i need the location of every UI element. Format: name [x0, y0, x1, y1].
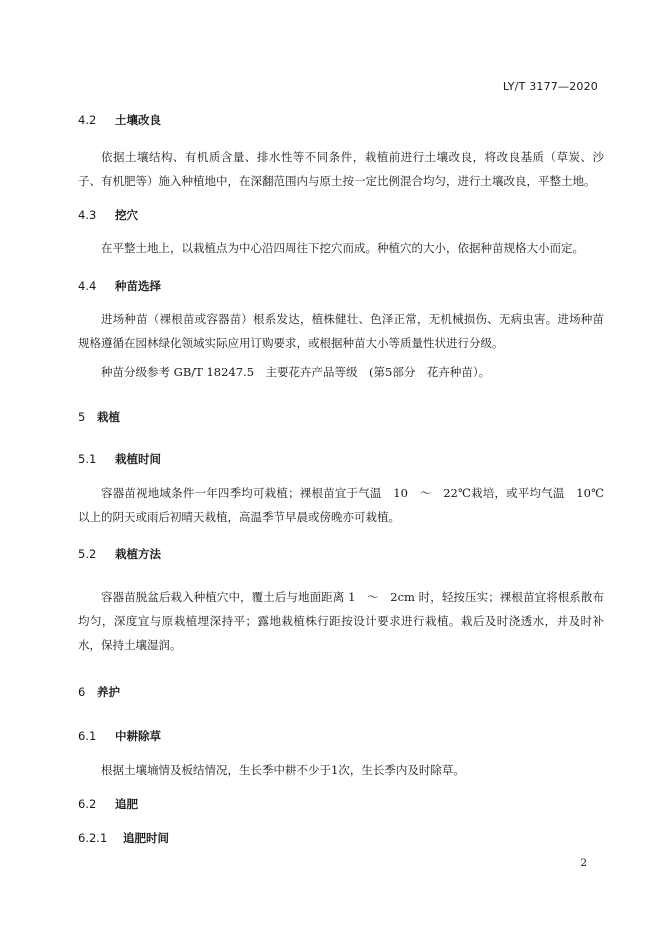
section-heading-4-2: [78, 112, 161, 128]
section-number: 4.3: [78, 208, 97, 222]
paragraph-seedling-grading: 种苗分级参考 GB/T 18247.5 主要花卉产品等级 (第5部分 花卉种苗）。: [101, 365, 491, 379]
section-number: 5.2: [78, 547, 97, 561]
section-title: 栽植: [97, 410, 120, 424]
section-number: 5.1: [78, 452, 97, 466]
section-title: 养护: [97, 685, 120, 699]
section-number: 4.2: [78, 113, 97, 127]
section-number: 6: [78, 685, 86, 699]
section-heading-6: [78, 684, 120, 700]
section-title: 栽植时间: [115, 452, 161, 466]
section-title: 挖穴: [115, 208, 138, 222]
section-number: 6.2: [78, 797, 97, 811]
paragraph-weeding: 根据土壤墒情及板结情况，生长季中耕不少于1次，生长季内及时除草。: [101, 763, 465, 777]
paragraph-digging-holes: 在平整土地上，以栽植点为中心沿四周往下挖穴而成。种植穴的大小，依据种苗规格大小而定。: [101, 241, 584, 255]
section-heading-5-2: [78, 546, 161, 562]
section-number: 6.1: [78, 729, 97, 743]
section-title: 土壤改良: [115, 113, 161, 127]
section-title: 追肥: [115, 797, 138, 811]
section-title: 中耕除草: [115, 729, 161, 743]
section-title: 追肥时间: [123, 831, 169, 845]
paragraph-planting-time: 容器苗视地域条件一年四季均可栽植；裸根苗宜于气温 10 ～ 22℃栽培，或平均气温 10℃以上的阴天或雨后初晴天栽植，高温季节早晨或傍晚亦可栽植。: [78, 486, 604, 524]
section-heading-5-1: [78, 451, 161, 467]
section-number: 4.4: [78, 279, 97, 293]
paragraph-seedling-selection: 进场种苗（裸根苗或容器苗）根系发达，植株健壮、色泽正常，无机械损伤、无病虫害。进场种苗规格遵循在园林绿化领域实际应用订购要求，或根据种苗大小等质量性状进行分级。: [78, 312, 604, 350]
section-heading-6-2: [78, 796, 138, 812]
section-heading-6-2-1: [78, 830, 169, 846]
section-title: 种苗选择: [115, 279, 161, 293]
section-heading-4-4: [78, 278, 161, 294]
section-title: 栽植方法: [115, 547, 161, 561]
paragraph-planting-method: 容器苗脱盆后栽入种植穴中，覆土后与地面距离 1 ～ 2cm 时，轻按压实；裸根苗宜将根系散布均匀，深度宜与原栽植埋深持平；露地栽植株行距按设计要求进行栽植。栽后及时浇透水，并及时补水，保持土壤湿润。: [78, 590, 604, 652]
paragraph-soil-improvement: 依据土壤结构、有机质含量、排水性等不同条件，栽植前进行土壤改良，将改良基质（草炭、沙子、有机肥等）施入种植地中，在深翻范围内与原土按一定比例混合均匀，进行土壤改良，平整土地。: [78, 150, 604, 188]
section-heading-4-3: [78, 207, 138, 223]
page-number: 2: [580, 857, 587, 869]
section-heading-6-1: [78, 728, 161, 744]
section-number: 5: [78, 410, 86, 424]
section-number: 6.2.1: [78, 831, 108, 845]
document-number-header: LY/T 3177—2020: [502, 80, 598, 93]
section-heading-5: [78, 409, 120, 425]
